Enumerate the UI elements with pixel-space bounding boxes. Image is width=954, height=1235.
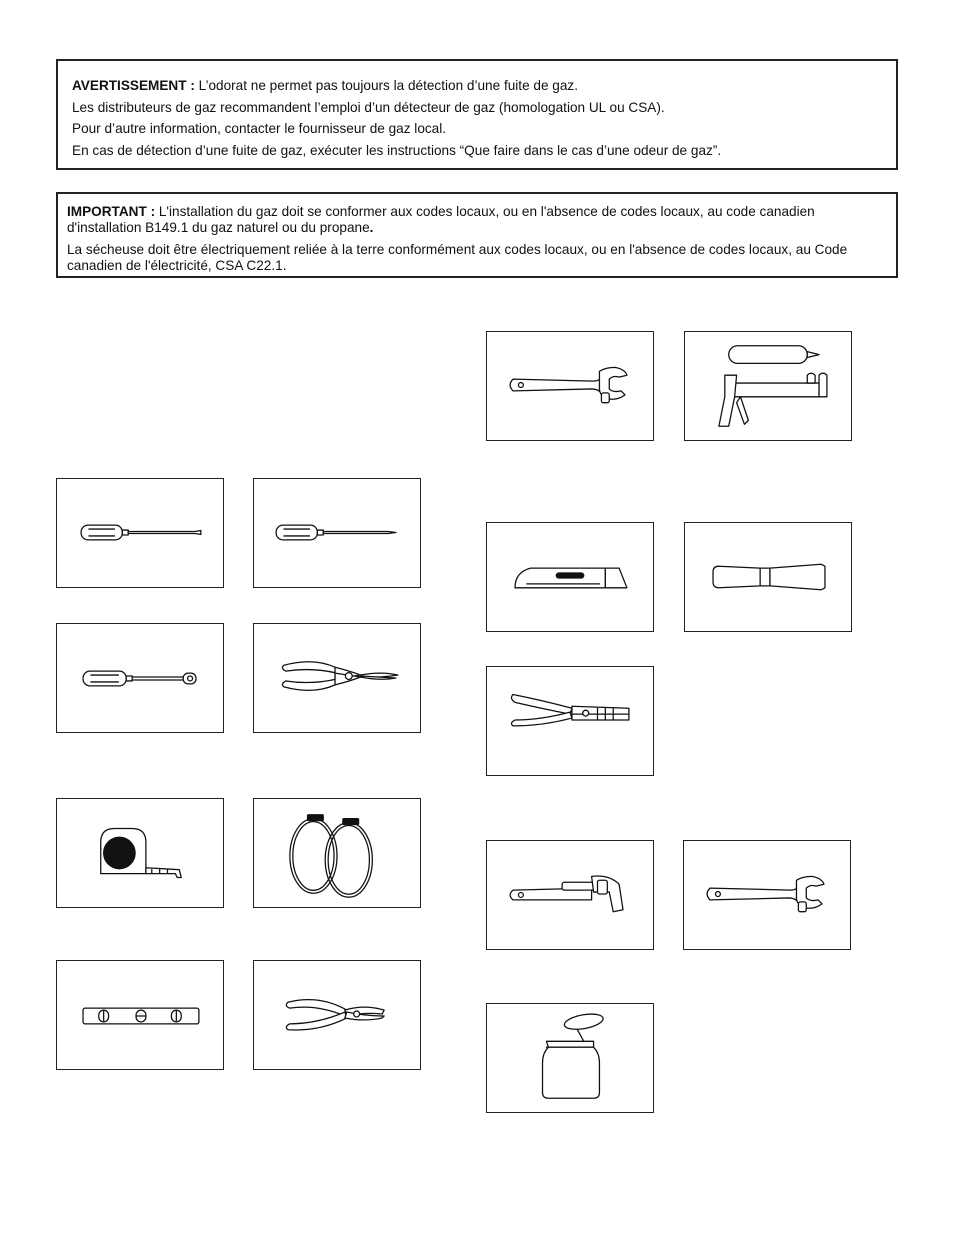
tool-utility-knife [486, 522, 654, 632]
adjustable-wrench-icon [487, 332, 653, 440]
tin-snips-icon [254, 624, 420, 732]
phillips-screwdriver-icon [254, 479, 420, 587]
tool-pipe-compound [486, 1003, 654, 1113]
tool-adjustable-wrench [486, 331, 654, 441]
pliers-icon [254, 961, 420, 1069]
tool-adjustable-wrench-2 [683, 840, 851, 950]
caulking-gun-icon [685, 332, 851, 440]
warning-line-3: Pour d’autre information, contacter le fournisseur de gaz local. [72, 121, 447, 136]
important-paragraph-1: IMPORTANT : L'installation du gaz doit se conformer aux codes locaux, ou en l'absence de codes locaux, au code canadien d'installation B149.1 du gaz naturel ou du propane. [67, 204, 815, 235]
pipe-compound-icon [487, 1004, 653, 1112]
tool-tape-measure [56, 798, 224, 908]
tool-flat-screwdriver [56, 478, 224, 588]
tool-pliers [253, 960, 421, 1070]
utility-knife-icon [487, 523, 653, 631]
adjustable-wrench-icon [684, 841, 850, 949]
important-label: IMPORTANT : [67, 204, 156, 219]
tool-level [56, 960, 224, 1070]
warning-line-1: AVERTISSEMENT : L’odorat ne permet pas toujours la détection d’une fuite de gaz. [72, 78, 579, 93]
level-icon [57, 961, 223, 1069]
hose-clamps-icon [254, 799, 420, 907]
tool-nut-driver [56, 623, 224, 733]
tool-phillips-screwdriver [253, 478, 421, 588]
important-paragraph-2: La sécheuse doit être électriquement reliée à la terre conformément aux codes locaux, ou en l'absence de codes locaux, au Code canadien de l'électricité, CSA C22.1. [67, 242, 848, 273]
warning-line-2: Les distributeurs de gaz recommandent l’emploi d’un détecteur de gaz (homologation UL ou CSA). [72, 99, 665, 115]
flat-screwdriver-icon [57, 479, 223, 587]
putty-knife-icon [685, 523, 851, 631]
tool-caulking-gun [684, 331, 852, 441]
warning-box [56, 59, 898, 170]
tool-hose-clamps [253, 798, 421, 908]
warning-line-4: En cas de détection d’une fuite de gaz, exécuter les instructions “Que faire dans le cas d’une odeur de gaz”. [72, 142, 722, 158]
tool-wire-stripper [486, 666, 654, 776]
wire-stripper-icon [487, 667, 653, 775]
important-box [56, 192, 898, 278]
tape-measure-icon [57, 799, 223, 907]
warning-label: AVERTISSEMENT : [72, 78, 195, 93]
tool-putty-knife [684, 522, 852, 632]
tool-tin-snips [253, 623, 421, 733]
pipe-wrench-icon [487, 841, 653, 949]
tool-pipe-wrench [486, 840, 654, 950]
nut-driver-icon [57, 624, 223, 732]
